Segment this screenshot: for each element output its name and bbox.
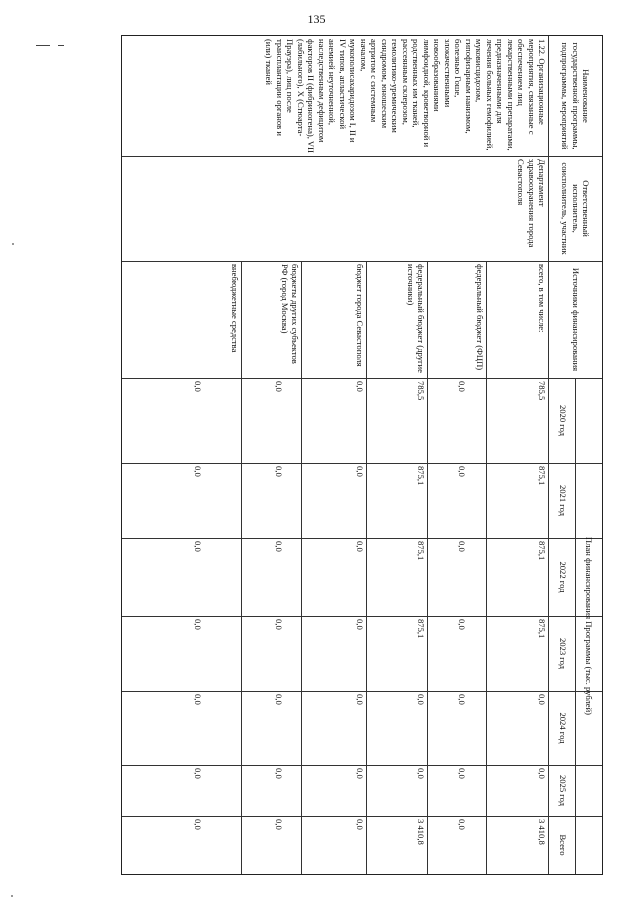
table-cell: 0,0 xyxy=(355,619,365,630)
source-federal-fcp: федеральный бюджет (ФЦП) xyxy=(475,264,485,371)
table-cell: 0,0 xyxy=(355,694,365,705)
table-cell: 0,0 xyxy=(457,819,467,830)
source-city-budget: бюджет города Севастополя xyxy=(355,264,365,367)
table-cell: 0,0 xyxy=(274,466,284,477)
table-cell: 0,0 xyxy=(355,819,365,830)
table-cell: 0,0 xyxy=(193,619,203,630)
table-cell: 0,0 xyxy=(457,541,467,552)
header-year-2020: 2020 год xyxy=(557,404,568,437)
table-cell: 0,0 xyxy=(193,768,203,779)
table-cell: 0,0 xyxy=(274,768,284,779)
table-cell: 875,1 xyxy=(537,466,547,486)
table-cell: 0,0 xyxy=(416,768,426,779)
table-cell: 0,0 xyxy=(355,541,365,552)
table-cell: 3 410,8 xyxy=(537,819,547,845)
header-total: Всего xyxy=(557,834,568,856)
table-cell: 0,0 xyxy=(355,466,365,477)
table-cell: 0,0 xyxy=(537,694,547,705)
table-cell: 0,0 xyxy=(457,466,467,477)
table-cell: 0,0 xyxy=(355,381,365,392)
table-cell: 0,0 xyxy=(274,694,284,705)
source-extrabudgetary: внебюджетные средства xyxy=(230,264,240,353)
header-executor: Ответственный исполнитель, соисполнитель, участник xyxy=(560,162,592,255)
table-cell: 0,0 xyxy=(416,694,426,705)
table-cell: 0,0 xyxy=(193,466,203,477)
table-cell: 875,1 xyxy=(537,619,547,639)
table-cell: 875,1 xyxy=(537,541,547,561)
financing-table xyxy=(121,35,603,875)
table-cell: 0,0 xyxy=(457,381,467,392)
table-cell: 785,5 xyxy=(416,381,426,401)
header-measure-name: Наименование государственной программы, подпрограммы, мероприятий xyxy=(560,42,592,150)
header-year-2025: 2025 год xyxy=(557,774,568,807)
table-cell: 3 410,8 xyxy=(416,819,426,845)
scan-mark xyxy=(58,45,64,46)
table-cell: 0,0 xyxy=(193,541,203,552)
header-year-2021: 2021 год xyxy=(557,484,568,517)
table-cell: 0,0 xyxy=(274,819,284,830)
header-plan: План финансирования Программы (тыс. рублей) xyxy=(584,536,595,716)
table-cell: 0,0 xyxy=(274,619,284,630)
measure-executor: Департамент здравоохранения города Севастополя xyxy=(516,159,547,248)
source-other-regions: бюджеты других субъектов РФ (город Москва) xyxy=(279,264,300,364)
table-cell: 0,0 xyxy=(193,694,203,705)
source-total: всего, в том числе: xyxy=(537,264,547,333)
table-cell: 0,0 xyxy=(537,768,547,779)
table-cell: 785,5 xyxy=(537,381,547,401)
table-cell: 0,0 xyxy=(457,619,467,630)
table-cell: 875,1 xyxy=(416,541,426,561)
header-year-2023: 2023 год xyxy=(557,637,568,670)
table-cell: 0,0 xyxy=(355,768,365,779)
table-cell: 0,0 xyxy=(457,694,467,705)
table-cell: 0,0 xyxy=(274,381,284,392)
page-number: 135 xyxy=(307,12,326,26)
scan-mark xyxy=(36,45,50,46)
table-cell: 875,1 xyxy=(416,466,426,486)
table-cell: 0,0 xyxy=(193,381,203,392)
header-year-2024: 2024 год xyxy=(557,712,568,744)
table-cell: 0,0 xyxy=(193,819,203,830)
table-cell: 875,1 xyxy=(416,619,426,639)
measure-name: 1.22. Организационные мероприятия, связанные с обеспечением лиц лекарственными препаратами, предназначенными для лечения больных гемофилией, муковисцидозом, гипофизарным нанизмом, болезнью Гоше, злокачественными новообразованиями лимфоидной, кроветворной и родственных им тканей, рассеянным склерозом, гемолитико-уремическим синдромом, юношеским артритом с системным началом, мукополисахаридозом I, II и IV типов, апластической анемией неуточненной, наследственным дефицитом факторов II (фибриногена), VII (лабильного), X (Стюарта-Прауэра), лиц после трансплантации органов и (или) тканей xyxy=(264,39,547,153)
scan-speck xyxy=(12,243,14,245)
table-cell: 0,0 xyxy=(457,768,467,779)
header-year-2022: 2022 год xyxy=(557,561,568,593)
scan-speck xyxy=(11,895,13,897)
source-federal-other: федеральный бюджет (другие источники) xyxy=(405,264,426,373)
header-sources: Источники финансирования xyxy=(570,267,581,372)
table-cell: 0,0 xyxy=(274,541,284,552)
